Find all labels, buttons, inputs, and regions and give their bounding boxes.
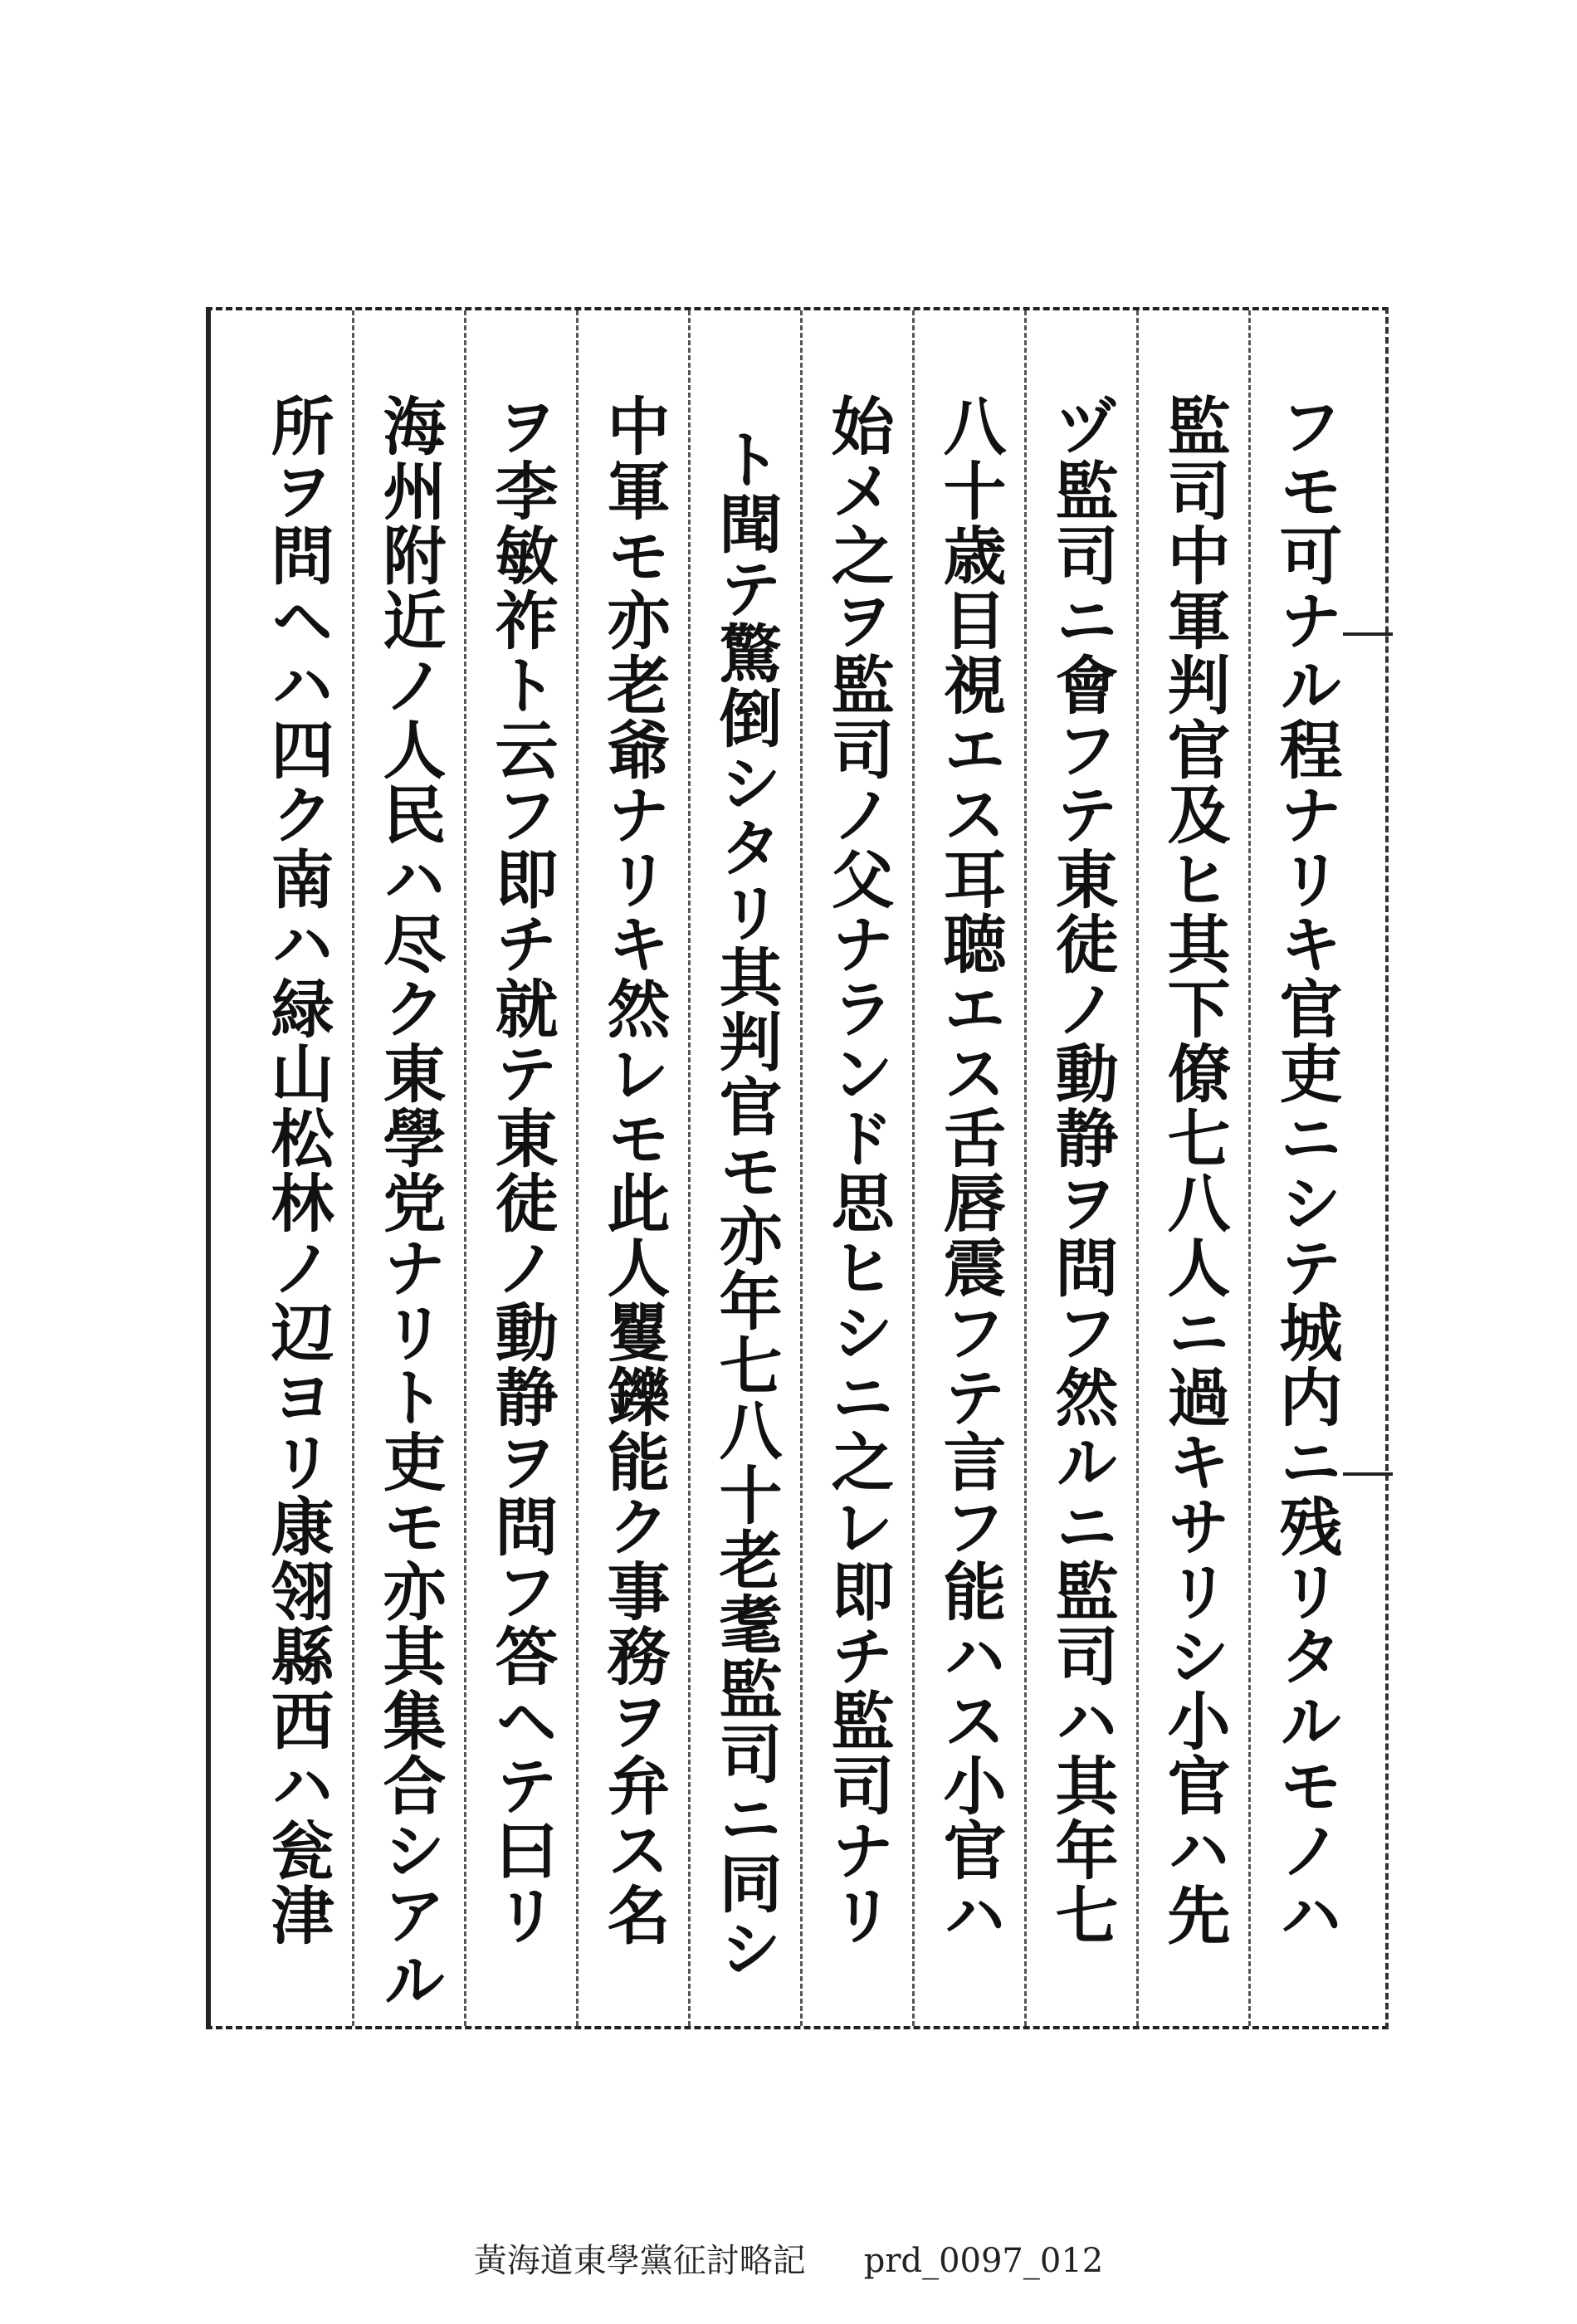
text-column-10: [242, 310, 354, 2026]
column-text: 所ヲ問ヘハ四ク南ハ緑山松林ノ辺ヨリ康翎縣西ハ瓮津: [261, 393, 334, 1947]
document-id: prd_0097_012: [863, 2242, 1104, 2280]
text-column-8: [466, 310, 579, 2026]
page-footer: [0, 2234, 1577, 2282]
column-text: 監司中軍判官及ヒ其下僚七八人ニ過キサリシ小官ハ先: [1157, 393, 1231, 1947]
text-column-1: [1251, 310, 1360, 2026]
text-columns: [211, 310, 1385, 2026]
text-column-7: [579, 310, 691, 2026]
column-text: 海州附近ノ人民ハ尽ク東學党ナリト吏モ亦其集合シアル: [373, 393, 447, 2012]
document-title: 黃海道東學黨征討略記: [473, 2242, 806, 2280]
column-text: 中軍モ亦老爺ナリキ然レモ此人矍鑠能ク事務ヲ弁ス名: [597, 393, 671, 1947]
text-column-6: [691, 310, 803, 2026]
column-text: 始メ之ヲ監司ノ父ナランド思ヒシニ之レ即チ監司ナリ: [821, 393, 895, 1947]
column-text: ト聞テ驚倒シタリ其判官モ亦年七八十老耄監司ニ同シ: [709, 427, 783, 1980]
text-column-9: [354, 310, 466, 2026]
text-column-3: [1027, 310, 1139, 2026]
column-text: ヲ李敏祚ト云フ即チ就テ東徒ノ動静ヲ問フ答ヘテ曰リ: [485, 393, 559, 1947]
column-text: 八十歳目視エス耳聴エス舌唇震フテ言フ能ハス小官ハ: [933, 393, 1007, 1947]
text-column-4: [915, 310, 1027, 2026]
column-text: ヅ監司ニ會フテ東徒ノ動静ヲ問フ然ルニ監司ハ其年七: [1045, 393, 1119, 1947]
margin-tick-mark: [1343, 632, 1393, 636]
margin-tick-mark: [1343, 1472, 1393, 1476]
column-text: フモ可ナル程ナリキ官吏ニシテ城内ニ残リタルモノハ: [1269, 393, 1343, 1947]
manuscript-page: [206, 307, 1389, 2029]
text-column-2: [1139, 310, 1251, 2026]
text-column-5: [803, 310, 915, 2026]
